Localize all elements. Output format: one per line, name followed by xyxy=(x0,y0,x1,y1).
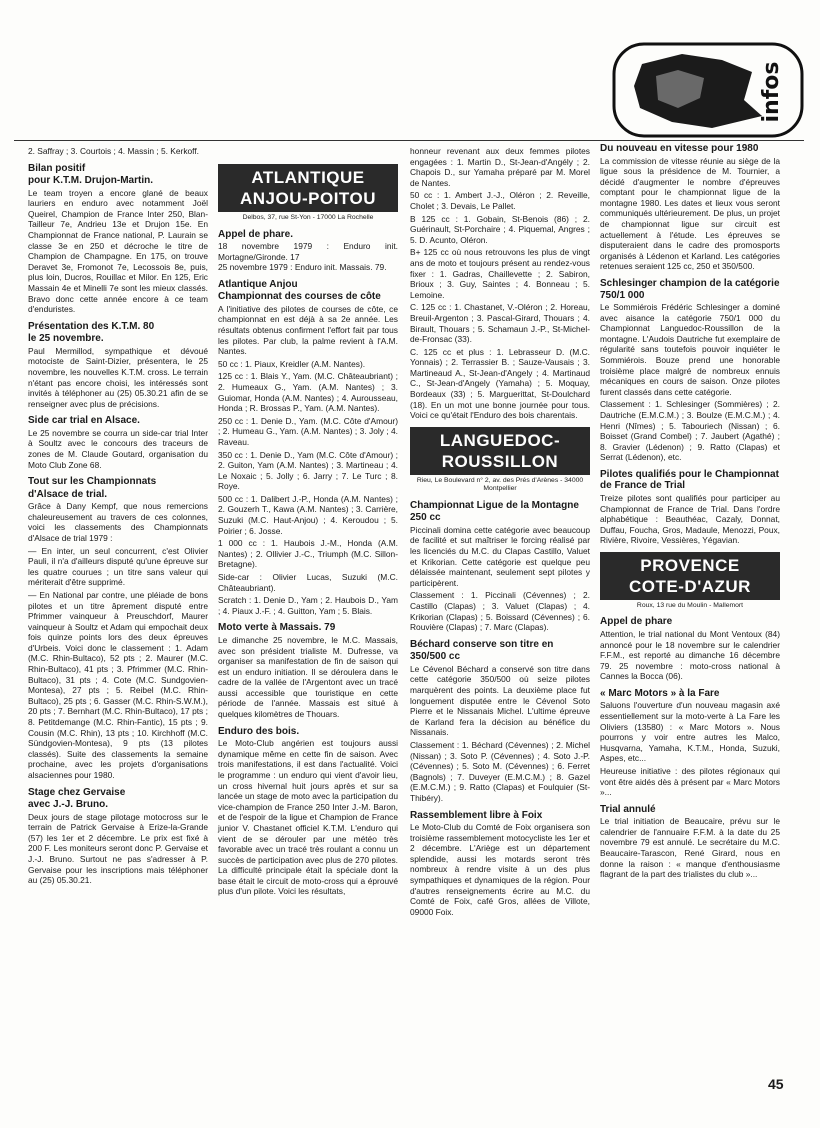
heading-stage-sub: avec J.-J. Bruno. xyxy=(28,799,109,811)
heading-stage: Stage chez Gervaise xyxy=(28,786,126,798)
paragraph-foix: Le Moto-Club du Comté de Foix organisera son troisième rassemblement motocycliste les 1er et 2 décembre. L'Ariège est un département splendide, aussi les motards seront très nombreux à rendre visite à un des plus sympathiques et dynamiques de la région. Pour d'autres renseignements écrire au M.C. du Comté de Foix, café Gros, allées de Villote, 09000 Foix. xyxy=(410,822,590,917)
paragraph-appel-phare: Attention, le trial national du Mont Ventoux (84) annoncé pour le 18 novembre sur le calendrier F.F.M., est reporté au dimanche 16 décembre 79. 25 novembre : moto-cross national à Cannes la Bocca (06). xyxy=(600,628,780,682)
paragraph-continuation-1: honneur revenant aux deux femmes pilotes engagées : 1. Martin D., St-Jean-d'Angély ; 2. Chapois D., sur Yamaha préparé par M. Morel de Nantes. xyxy=(410,146,590,188)
paragraph-anjou-3: 125 cc : 1. Blais Y., Yam. (M.C. Châteaubriant) ; 2. Humeaux G., Yam. (A.M. Nantes) ; 3. Guiomar, Honda (A.M. Nantes) ; 4. Aurousseau, Honda ; R. Brossas P., Yam. (A.M. Nantes). xyxy=(218,371,398,414)
heading-presentation-sub: le 25 novembre. xyxy=(28,333,104,345)
map-logo-graphic xyxy=(612,42,804,138)
paragraph-continuation-3: B 125 cc : 1. Gobain, St-Benois (86) ; 2. Guérinault, St-Porchaire ; 4. Piquemal, Angres ; 5. D. Acunto, Oléron. xyxy=(410,213,590,245)
paragraph-nouveau: La commission de vitesse réunie au siège de la ligue sous la présidence de M. Tournier, a décidé d'augmenter le nombre d'épreuves comptant pour le championnat ligue de la montagne 1980. Les dates et lieux vous seront communiqués ultérieurement. De plus, un projet de championnat ligue sur circuit est actuellement à l'étude. Les épreuves se disputeraient dans le cadre des promosports organisés à Lédenon et Karland. Les catégories retenues seraient 125 cc, 250 et 350/500. xyxy=(600,155,780,272)
paragraph-presentation: Paul Mermillod, sympathique et dévoué motociste de Saint-Dizier, présentera, le 25 novembre, les nouvelles K.T.M. cross. Le terrain n'étant pas encore choisi, les intéressés sont invités à téléphoner au (25) 05.30.21 afin de se renseigner avec plus de précisions. xyxy=(28,345,208,409)
region-title-line-2: ROUSSILLON xyxy=(441,451,559,471)
heading-enduro: Enduro des bois. xyxy=(218,725,300,737)
article-continuation: 2. Saffray ; 3. Courtois ; 4. Massin ; 5. Kerkoff. xyxy=(28,146,199,156)
column-1 xyxy=(28,146,208,888)
column-3 xyxy=(410,146,590,919)
heading-nouveau: Du nouveau en vitesse pour 1980 xyxy=(600,143,759,154)
infos-logo xyxy=(612,42,804,138)
heading-trial-annule: Trial annulé xyxy=(600,803,656,815)
paragraph-ligue: Piccinali domina cette catégorie avec beaucoup de facilité et sut maîtriser le forcing réalisé par les licenciés du M.C. du Clapas Castillo, Valuet et Krikorian. Cette catégorie est quelque peu délaissée maintenant, seulement sept pilotes y participèrent. xyxy=(410,524,590,588)
paragraph-continuation-2: 50 cc : 1. Ambert J.-J., Oléron ; 2. Reveille, Cholet ; 3. Devais, Le Pallet. xyxy=(410,190,590,211)
paragraph-anjou-2: 50 cc : 1. Piaux, Kreidler (A.M. Nantes). xyxy=(218,358,366,369)
paragraph-anjou-4: 250 cc : 1. Denie D., Yam. (M.C. Côte d'Amour) ; 2. Humeau G., Yam. (A.M. Nantes) ; 3. Joly ; 4. Raveau. xyxy=(218,415,398,447)
column-2 xyxy=(218,158,398,899)
paragraph-continuation-6: C. 125 cc et plus : 1. Lebrasseur D. (M.C. Yonnais) ; 2. Terrassier B. ; Sauze-Vausais ; 3. Martineaud A., St-Jean-d'Angely ; 4. Martinaud C., St-Jean-d'Angely (Yamaha) ; 5. Moquay, Bordeaux (33) ; 5. Marguerittat, St-Doulchard (18). En un mot une bonne journée pour tous. Voici ce qu'était l'Enduro des bois charentais. xyxy=(410,346,590,421)
heading-bechard-sub: 350/500 cc xyxy=(410,651,461,663)
paragraph-alsace-2: — En inter, un seul concurrent, c'est Olivier Pauli, il n'a d'ailleurs disputé qu'une épreuve sur les quatre courues ; un titre sans valeur qui mériterait d'être supprimé. xyxy=(28,545,208,588)
paragraph-ligue-classement: Classement : 1. Piccinali (Cévennes) ; 2. Castillo (Clapas) ; 3. Valuet (Clapas) ; 4. Krikorian (Clapas) ; 5. Boissard (Cévennes) ; 6. Rouvière (Clapas) ; 7. Marc (Clapas). xyxy=(410,590,590,633)
paragraph-anjou-1: A l'initiative des pilotes de courses de côte, ce championnat en est déjà à sa 2e année. Les résultats obtenus confirment l'effort fait par tous les pilotes. Par club, la palme revient à l'A.M. Nantes. xyxy=(218,303,398,357)
paragraph-trial-annule: Le trial initiation de Beaucaire, prévu sur le calendrier de l'annuaire F.F.M. à la date du 25 novembre 79 est annulé. Le secrétaire du M.C. Beaucaire-Tarascon, René Girard, nous en donne la raison : « manque d'enthousiasme flagrant de la part des trialistes du club »... xyxy=(600,816,780,880)
heading-pilotes: Pilotes qualifiés pour le Championnat de France de Trial xyxy=(600,468,779,492)
paragraph-anjou-6: 500 cc : 1. Dalibert J.-P., Honda (A.M. Nantes) ; 2. Gouzerh T., Kawa (A.M. Nantes) ; 3. Carrière, Suzuki (M.C. Haut-Anjou) ; 4. Keroudou ; 5. Poirier ; 6. Josse. xyxy=(218,493,398,536)
page-number: 45 xyxy=(768,1076,784,1092)
logo-text: infos xyxy=(759,61,784,123)
paragraph-stage: Deux jours de stage pilotage motocross sur le terrain de Patrick Gervaise à Erize-la-Grande (57) les 1er et 2 décembre. Le prix est fixé à 200 F. Les moniteurs seront donc P. Gervaise et J.-J. Bruno. Surtout ne pas s'adresser à P. Gervaise pour les inscriptions mais téléphoner au (25) 05.30.21. xyxy=(28,811,208,886)
paragraph-schlesinger: Le Sommiérois Frédéric Schlesinger a dominé avec aisance la catégorie 750/1 000 du Championnat Languedoc-Roussillon de la montagne. L'Audois Dautriche fut exemplaire de régularité sans toutefois pouvoir inquiéter le Sommiérois. Bouze prend une honorable troisième place malgré de nombreux ennuis mécaniques en cours de saison. Onze pilotes furent classés dans cette catégorie. xyxy=(600,302,780,397)
paragraph-marc-motors-2: Heureuse initiative : des pilotes régionaux qui vont être aidés dès à présent par « Marc Motors »... xyxy=(600,765,780,798)
paragraph-alsace-1: Grâce à Dany Kempf, que nous remercions chaleureusement au travers de ces colonnes, voici les classements des Championnats d'Alsace de trial 1979 : xyxy=(28,501,208,543)
region-banner-atlantique xyxy=(218,164,398,212)
heading-anjou: Atlantique Anjou xyxy=(218,278,298,290)
region-title-line-2: ANJOU-POITOU xyxy=(239,189,377,208)
heading-appel: Appel de phare. xyxy=(218,228,294,240)
paragraph-anjou-7: 1 000 cc : 1. Haubois J.-M., Honda (A.M. Nantes) ; 2. Ollivier J.-C., Triumph (M.C. Sillon-Bretagne). xyxy=(218,538,398,570)
heading-ligue: Championnat Ligue de la Montagne xyxy=(410,499,579,511)
paragraph-moto-verte: Le dimanche 25 novembre, le M.C. Massais, avec son président trialiste M. Dufresse, va organiser sa manifestation de fin de saison qui est un enduro initiation. Il se déroulera dans le cadre de la vallée de l'Argentont avec un tracé aussi accessible que touristique en cette période de l'année. Massais est situé à quelques kilomètres de Thouars. xyxy=(218,634,398,720)
heading-presentation: Présentation des K.T.M. 80 xyxy=(28,320,155,332)
paragraph-sidecar: Le 25 novembre se courra un side-car trial Inter à Soultz avec le concours des traceurs de zones de M. Claude Goutard, organisation du Moto Club Zone 68. xyxy=(28,427,208,470)
heading-anjou-sub: Championnat des courses de côte xyxy=(218,291,381,303)
paragraph-anjou-8: Side-car : Olivier Lucas, Suzuki (M.C. Châteaubriant). xyxy=(218,572,398,593)
heading-bechard: Béchard conserve son titre en xyxy=(410,638,554,650)
region-title-line-1: PROVENCE xyxy=(640,555,740,575)
region-banner-languedoc xyxy=(410,427,590,475)
paragraph-appel: 18 novembre 1979 : Enduro init. Mortagne/Gironde. 17 25 novembre 1979 : Enduro init. Massais. 79. xyxy=(218,241,398,273)
heading-moto-verte: Moto verte à Massais. 79 xyxy=(218,622,336,634)
paragraph-alsace-3: — En National par contre, une pléiade de bons pilotes et un titre âprement disputé entre Pfrimmer vainqueur à Preuschdorf, Maurer vainqueur à Soultz et Adam qui empochait deux fois quinze points lors des deux épreuves d'Urbeis. Voici donc le classement : 1. Adam (M.C. Rhin-Bultaco), 52 pts ; 2. Maurer (M.C. Rhin-Bultaco), 41 pts ; 3. Pfrimmer (M.C. Rhin-Bultaco), 31 pts ; 4. Cote (M.C. Sundgovien-Montesa), 27 pts ; 5. Reibel (M.C. Rhin-Bultaco), 25 pts ; 6. Gasser (M.C. Rhin-S.W.M.), 20 pts ; 7. Bernhart (M.C. Rhin-Bultaco), 17 pts ; 8. Petitdemange (M.C. Rhin-Fantic), 15 pts ; 9. Cousin (M.C. Rhin), 13 pts ; 10. Kirchhoff (M.C. Sündgovien-Montesa), 9 pts (13 pilotes classés). Suite des classements la semaine prochaine, avec les projets d'organisations alsaciennes pour 1980. xyxy=(28,589,208,780)
paragraph-bilan: Le team troyen a encore glané de beaux lauriers en enduro avec notamment Joël Queirel, Champion de France Inter 250, Blan-Tailleur 7e, Andrieu 13e et Drujon 15e. En Championnat de France national, P. Laurain se classe 3e en 250 et décroche le titre de Champion de Champagne. En 175, on trouve Deravet 3e, Fromonot 7e, Lecossois 8e, puis, plus loin, Ducros, Rouillac et Milor. En 125, Eric Massain 4e et Minelli 7e sont les mieux classés. Bravo donc cette année encore à ce team d'enduristes. xyxy=(28,187,208,315)
paragraph-bechard: Le Cévenol Béchard a conservé son titre dans cette catégorie 350/500 où seize pilotes marquèrent des points. La deuxième place fut longuement disputée entre le Cévenol Soto Pierre et le Nissanais Michel. L'ultime épreuve de Karland fera la décision au bénéfice du Nissanais. xyxy=(410,663,590,738)
header-rule xyxy=(14,140,804,141)
paragraph-anjou-5: 350 cc : 1. Denie D., Yam (M.C. Côte d'Amour) ; 2. Guiton, Yam (A.M. Nantes) ; 3. Martineau ; 4. Le Noxaic ; 5. Jolly ; 6. Jarry ; 7. Le Turc ; 8. Roye. xyxy=(218,449,398,492)
heading-alsace-sub: d'Alsace de trial. xyxy=(28,488,108,500)
paragraph-continuation-4: B+ 125 cc où nous retrouvons les plus de vingt ans de moto et toujours présent au rendez-vous fixer : 1. Gadras, Chaillevette ; 2. Sabiron, Brioux ; 3. Guy, Saintes ; 4. Bonneau ; 5. Lemoine. xyxy=(410,247,590,300)
column-4 xyxy=(600,143,780,882)
region-title-line-1: ATLANTIQUE xyxy=(251,168,365,187)
region-address: Roux, 13 rue du Moulin - Mallemort xyxy=(636,601,744,609)
region-title-line-1: LANGUEDOC- xyxy=(439,430,561,450)
region-address: Rieu, Le Boulevard n° 2, av. des Prés d'Arènes - 34000 Montpellier xyxy=(416,476,584,493)
region-banner-provence xyxy=(600,552,780,600)
paragraph-pilotes: Treize pilotes sont qualifiés pour participer au Championnat de France de Trial. Dans l'ordre alphabétique : Beauthéac, Cazaly, Donnat, Duffau, Foucha, Gros, Madaule, Menozzi, Poux, Rivière, Rivoire, Vessières, Yégavian. xyxy=(600,492,780,546)
heading-sidecar: Side car trial en Alsace. xyxy=(28,415,140,427)
heading-alsace: Tout sur les Championnats xyxy=(28,476,157,488)
paragraph-anjou-9: Scratch : 1. Denie D., Yam ; 2. Haubois D., Yam ; 4. Piaux J.-F. ; 4. Guitton, Yam ; 5. Blais. xyxy=(218,595,398,616)
region-address: Delbos, 37, rue St-Yon - 17000 La Rochelle xyxy=(242,214,374,221)
heading-appel-phare: Appel de phare xyxy=(600,616,673,628)
paragraph-marc-motors-1: Saluons l'ouverture d'un nouveau magasin axé essentiellement sur la moto-verte à La Fare les Oliviers (13580) : « Marc Motors ». Nous pourrons y voir entre autres les Malco, Husqvarna, Yamaha, K.T.M., Honda, Suzuki, Aspes, etc... xyxy=(600,700,780,764)
heading-bilan: Bilan positif xyxy=(28,162,86,174)
heading-marc-motors: « Marc Motors » à la Fare xyxy=(600,687,720,699)
heading-schlesinger: Schlesinger champion de la catégorie 750/1 000 xyxy=(600,278,780,301)
heading-bilan-sub: pour K.T.M. Drujon-Martin. xyxy=(28,175,153,187)
paragraph-continuation-5: C. 125 cc : 1. Chastanet, V.-Oléron ; 2. Horeau, Breuil-Argenton ; 3. Pascal-Girard, Thouars ; 4. Birault, Thouars ; 5. Schamaun J.-P., St-Michel-de-Fronsac (33). xyxy=(410,302,590,345)
paragraph-enduro: Le Moto-Club angérien est toujours aussi dynamique même en cette fin de saison. Avec trois manifestations, il est dans l'actualité. Voici le programme : un enduro qui vient d'avoir lieu, un cross hivernal huit jours après et sur sa lancée un stage de moto avec la participation du vice-champion de France 250 Inter J.-M. Baron, et de l'espoir de la ligue et Champion de France junior V. Chastanet officiel K.T.M. L'enduro qui vient de se dérouler par une météo très favorable avec un tracé très roulant a connu un succès de participation avec plus de 270 pilotes. La difficulté principale était la spéciale dont la base était le circuit de moto-cross qui a éprouvé plus d'un pilote. Voici les résultats, xyxy=(218,738,398,897)
region-title-line-2: COTE-D'AZUR xyxy=(629,576,751,596)
heading-ligue-sub: 250 cc xyxy=(410,512,441,524)
paragraph-bechard-classement: Classement : 1. Béchard (Cévennes) ; 2. Michel (Nissan) ; 3. Soto P. (Cévennes) ; 4. Soto J.-P. (Cévennes) ; 5. Soto M. (Cévennes) ; 6. Ferret (Bagnols) ; 7. Duveyer (E.M.C.M.) ; 8. Gazel (E.M.C.M.) ; 9. Ratto (Clapas) et Foulquier (St-Thibéry). xyxy=(410,739,590,803)
paragraph-schlesinger-classement: Classement : 1. Schlesinger (Sommières) ; 2. Dautriche (E.M.C.M.) ; 3. Boulze (E.M.C.M.) ; 4. Henri (Nîmes) ; 5. Tabouriech (Nissan) ; 6. Boisset (Grand Combel) ; 7. Jaubert (Agathé) ; 8. Gravier (Lédenon) ; 9. Ratto (Clapas) et Serrat (Lédenon), etc. xyxy=(600,399,780,463)
heading-foix: Rassemblement libre à Foix xyxy=(410,809,543,821)
